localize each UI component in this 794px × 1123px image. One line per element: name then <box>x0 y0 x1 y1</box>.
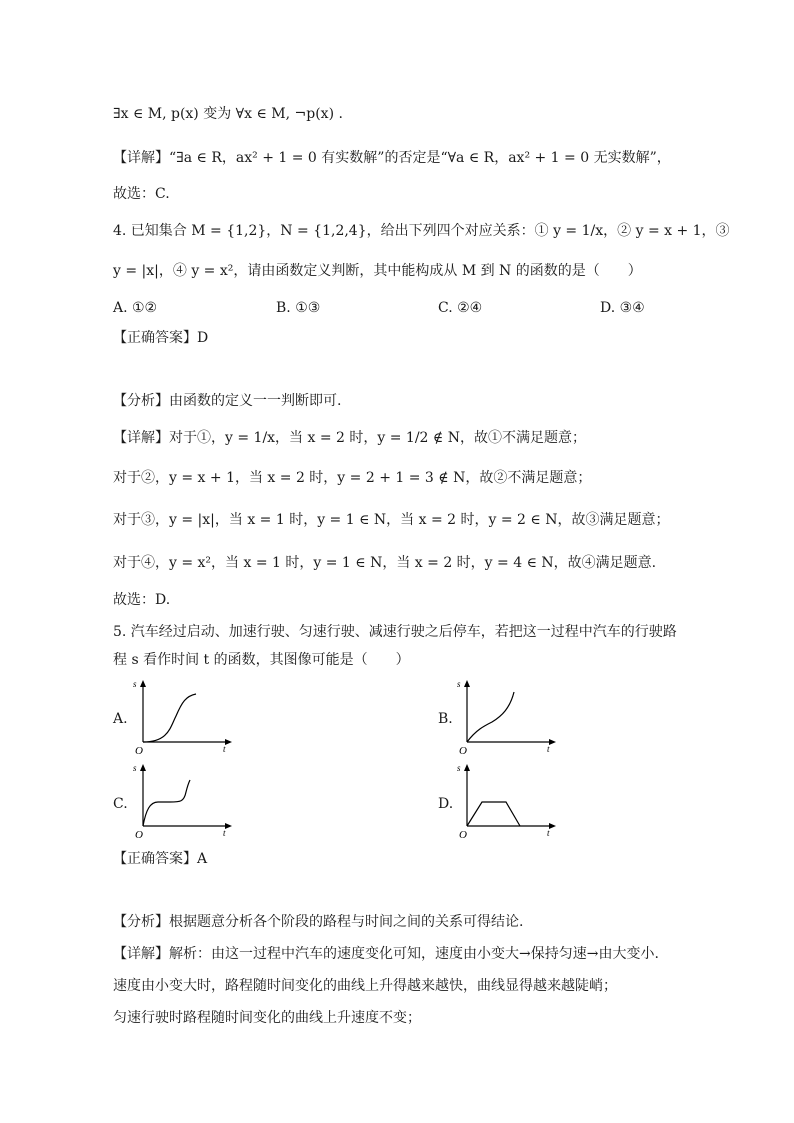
graph-d-x-label: t <box>547 828 550 838</box>
graph-c-x-label: t <box>223 828 226 838</box>
graph-a-x-label: t <box>223 744 226 754</box>
q5-analysis: 【分析】根据题意分析各个阶段的路程与时间之间的关系可得结论. <box>113 914 524 930</box>
q4-analysis: 【分析】由函数的定义一一判断即可. <box>113 393 342 409</box>
graph-d-y-label: s <box>457 763 461 773</box>
graph-b-y-label: s <box>457 679 461 689</box>
graph-a-label: A. <box>113 711 128 727</box>
q4-option-c: C. ②④ <box>438 300 483 316</box>
graph-b-x-label: t <box>547 744 550 754</box>
graph-b-label: B. <box>438 711 453 727</box>
graph-b <box>454 678 559 756</box>
text-line-prev-negation: ∃x ∈ M, p(x) 变为 ∀x ∈ M, ¬p(x) . <box>113 106 343 122</box>
graph-b-origin: O <box>459 745 467 757</box>
q4-option-d: D. ③④ <box>600 300 645 316</box>
graph-d-origin: O <box>459 829 467 841</box>
q4-detail-2: 对于②，y = x + 1，当 x = 2 时，y = 2 + 1 = 3 ∉ N，故②不满足题意； <box>113 470 592 486</box>
graph-a <box>130 678 235 756</box>
q5-detail-1: 【详解】解析：由这一过程中汽车的速度变化可知，速度由小变大→保持匀速→由大变小. <box>113 946 659 962</box>
graph-a-y-label: s <box>133 679 137 689</box>
text-line-answer-q3: 故选：C. <box>113 186 170 202</box>
graph-c-y-label: s <box>133 763 137 773</box>
q4-detail-4: 对于④，y = x²，当 x = 1 时，y = 1 ∈ N，当 x = 2 时，y = 4 ∈ N，故④满足题意. <box>113 555 657 571</box>
question-4-stem: 4. 已知集合 M = {1,2}，N = {1,2,4}，给出下列四个对应关系：① y = 1/x，② y = x + 1，③ <box>113 223 730 239</box>
q5-detail-3: 匀速行驶时路程随时间变化的曲线上升速度不变； <box>113 1010 421 1026</box>
question-4-stem-cont: y = |x|，④ y = x²，请由函数定义判断，其中能构成从 M 到 N 的函数的是（ ） <box>113 263 642 279</box>
q4-detail-3: 对于③，y = |x|，当 x = 1 时，y = 1 ∈ N，当 x = 2 时，y = 2 ∈ N，故③满足题意； <box>113 512 670 528</box>
text-line-detail-q3: 【详解】“∃a ∈ R，ax² + 1 = 0 有实数解”的否定是“∀a ∈ R，ax² + 1 = 0 无实数解”， <box>113 150 671 166</box>
q4-final-answer: 故选：D. <box>113 592 171 608</box>
q4-option-b: B. ①③ <box>276 300 321 316</box>
graph-c-origin: O <box>135 829 143 841</box>
graph-a-origin: O <box>135 745 143 757</box>
question-5-stem: 5. 汽车经过启动、加速行驶、匀速行驶、减速行驶之后停车，若把这一过程中汽车的行驶路 <box>113 624 677 640</box>
q4-option-a: A. ①② <box>113 300 158 316</box>
q5-correct-answer: 【正确答案】A <box>113 851 208 867</box>
graph-d <box>454 762 559 840</box>
q5-detail-2: 速度由小变大时，路程随时间变化的曲线上升得越来越快，曲线显得越来越陡峭； <box>113 978 617 994</box>
graph-c <box>130 762 235 840</box>
graph-d-label: D. <box>438 796 454 812</box>
q4-correct-answer: 【正确答案】D <box>113 330 209 346</box>
graph-c-label: C. <box>113 796 128 812</box>
q4-detail-1: 【详解】对于①，y = 1/x，当 x = 2 时，y = 1/2 ∉ N，故①不满足题意； <box>113 430 586 446</box>
question-5-stem-cont: 程 s 看作时间 t 的函数，其图像可能是（ ） <box>113 652 410 668</box>
